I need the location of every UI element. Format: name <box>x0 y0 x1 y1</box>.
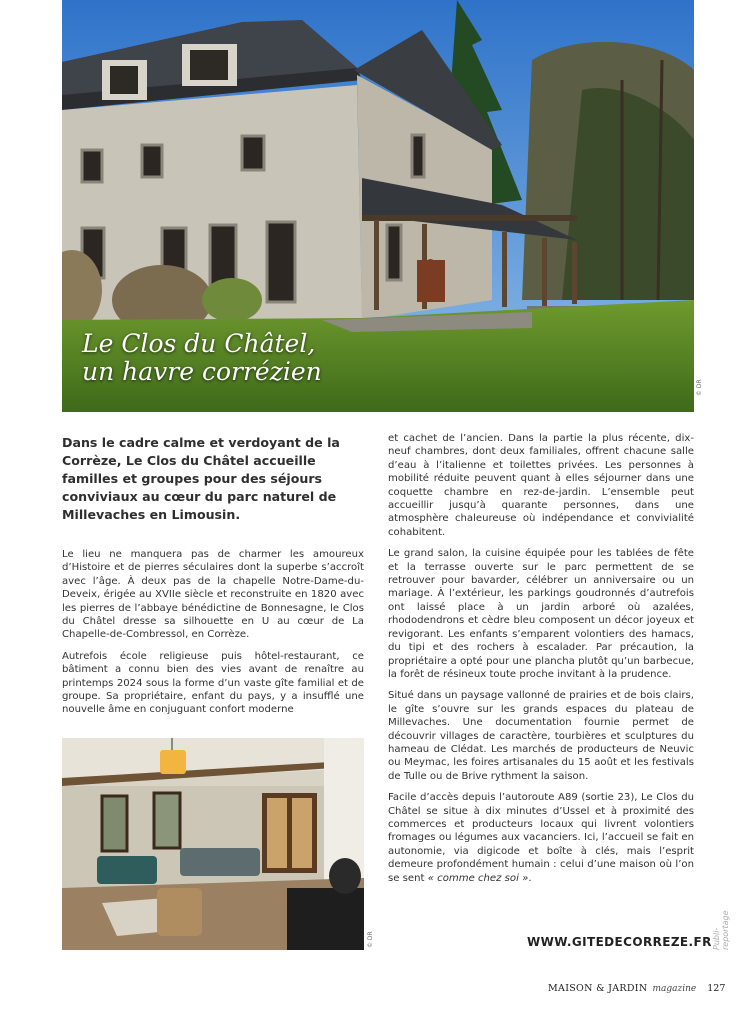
paragraph: Le grand salon, la cuisine équipée pour les tablées de fête et la terrasse ouverte sur le parc permettent de se retrouver pour bavarder, célébrer un anniversaire ou un mariage. À l’extérieur, les parkings goudronnés d’autrefois ont laissé place à un jardin arboré où azalées, rhododendrons et cèdre bleu composent un décor joyeux et revigorant. Les enfants s’emparent volontiers des hamacs, du tipi et des rochers à escalader. Par précaution, la propriétaire a opté pour une plancha plutôt qu’un barbecue, la forêt de résineux toute proche invitant à la prudence. <box>388 548 694 680</box>
page-footer <box>548 983 726 994</box>
hero-photo-credit: © DR <box>696 379 703 396</box>
magazine-brand: MAISON & JARDIN <box>548 983 648 994</box>
interior-illustration <box>62 738 364 950</box>
intro-lead: Dans le cadre calme et verdoyant de la Corrèze, Le Clos du Châtel accueille familles et groupes pour des séjours conviviaux au cœur du parc naturel de Millevaches en Limousin. <box>62 435 340 522</box>
paragraph-text: Facile d’accès depuis l’autoroute A89 (sortie 23), Le Clos du Châtel se situe à dix minutes d’Ussel et à proximité des commerces et producteurs locaux qui livrent volontiers fromages ou légumes aux vacanciers. Ici, l’accueil se fait en autonomie, via digicode et boîte à clés, mais l’esprit demeure profondément humain : celui d’une maison où l’on se sent <box>388 792 694 884</box>
magazine-word: magazine <box>652 984 697 994</box>
hero-photo <box>62 0 694 412</box>
title-line-1: Le Clos du Châtel, <box>82 329 316 358</box>
article-title <box>82 330 322 386</box>
paragraph: Autrefois école religieuse puis hôtel-restaurant, ce bâtiment a connu bien des vies avant de renaître au printemps 2024 sous la forme d’un vaste gîte familial et de groupe. Sa propriétaire, enfant du pays, y a insufflé une nouvelle âme en conjuguant confort moderne <box>62 650 364 716</box>
paragraph: Situé dans un paysage vallonné de prairies et de bois clairs, le gîte s’ouvre sur les grands espaces du plateau de Millevaches. Une documentation fournie permet de découvrir villages de caractère, tourbières et sculptures du hameau de Clédat. Les marchés de producteurs de Neuvic ou Meymac, les foires artisanales du 15 août et les festivals de Tulle ou de Brive rythment la saison. <box>388 690 694 782</box>
paragraph: Le lieu ne manquera pas de charmer les amoureux d’Histoire et de pierres séculaires dont la superbe s’accroît avec l’âge. À deux pas de la chapelle Notre-Dame-du-Deveix, érigée au XVIIe siècle et reconstruite en 1820 avec les pierres de l’abbaye bénédictine de Bonnesagne, le Clos du Châtel dresse sa silhouette en U au cœur de La Chapelle-de-Combressol, en Corrèze. <box>62 549 364 641</box>
quote-text: « comme chez soi » <box>427 872 529 884</box>
paragraph-final <box>388 791 694 885</box>
right-column <box>388 432 694 893</box>
publi-reportage-label: Publi-reportage <box>712 910 730 950</box>
interior-photo <box>62 738 364 950</box>
website-link[interactable]: WWW.GITEDECORREZE.FR <box>527 935 712 949</box>
paragraph: et cachet de l’ancien. Dans la partie la plus récente, dix-neuf chambres, dont deux familiales, offrent chacune salle d’eau à l’italienne et toilettes privées. Les personnes à mobilité réduite peuvent quant à elles séjourner dans une coquette chambre en rez-de-jardin. L’ensemble peut accueillir jusqu’à quarante personnes, dans une atmosphère chaleureuse où indépendance et convivialité cohabitent. <box>388 433 694 538</box>
interior-photo-credit: © DR <box>367 931 374 948</box>
page-number: 127 <box>707 983 726 994</box>
paragraph-end: . <box>528 872 532 884</box>
left-column <box>62 548 364 725</box>
title-line-2: un havre corrézien <box>82 357 322 386</box>
